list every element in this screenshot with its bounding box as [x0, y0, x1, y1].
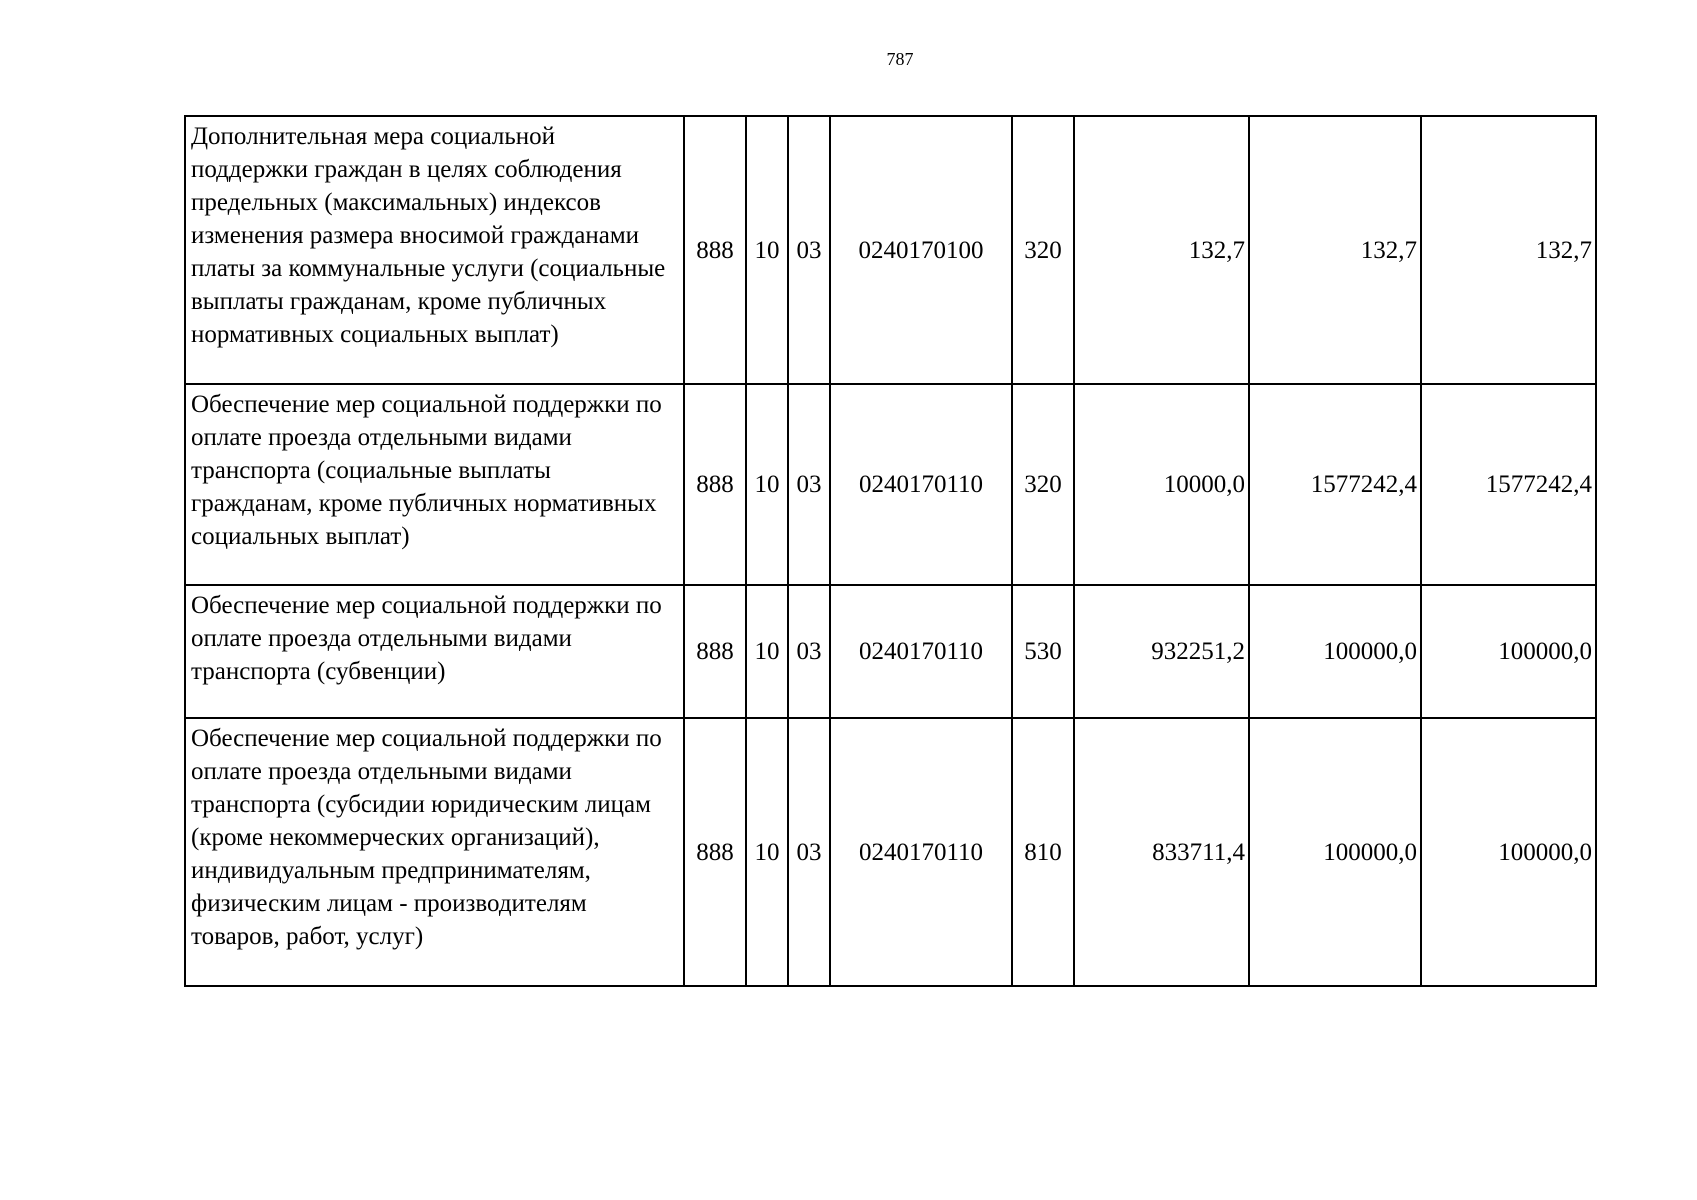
- table-row: [185, 116, 1596, 384]
- ministry-code-cell: 888: [684, 585, 746, 718]
- section-code-cell: 10: [746, 585, 788, 718]
- section-code-cell: 10: [746, 384, 788, 585]
- row-name-cell: Обеспечение мер социальной поддержки по оплате проезда отдельными видами транспорта (социальные выплаты гражданам, кроме публичных нормативных социальных выплат): [185, 384, 684, 585]
- page-number: 787: [886, 49, 914, 69]
- subsection-code-cell: 03: [788, 116, 830, 384]
- target-item-cell: 0240170100: [830, 116, 1012, 384]
- ministry-code-cell: 888: [684, 718, 746, 986]
- expense-type-cell: 810: [1012, 718, 1074, 986]
- amount-2-cell: 132,7: [1249, 116, 1421, 384]
- amount-1-cell: 833711,4: [1074, 718, 1249, 986]
- amount-2-cell: 100000,0: [1249, 585, 1421, 718]
- ministry-code-cell: 888: [684, 384, 746, 585]
- amount-1-cell: 132,7: [1074, 116, 1249, 384]
- amount-1-cell: 10000,0: [1074, 384, 1249, 585]
- subsection-code-cell: 03: [788, 384, 830, 585]
- amount-2-cell: 100000,0: [1249, 718, 1421, 986]
- row-name-cell: Обеспечение мер социальной поддержки по оплате проезда отдельными видами транспорта (субсидии юридическим лицам (кроме некоммерческих организаций), индивидуальным предпринимателям, физическим лицам - производителям товаров, работ, услуг): [185, 718, 684, 986]
- ministry-code-cell: 888: [684, 116, 746, 384]
- section-code-cell: 10: [746, 718, 788, 986]
- amount-2-cell: 1577242,4: [1249, 384, 1421, 585]
- table-row: [185, 718, 1596, 986]
- budget-table: [184, 115, 1597, 987]
- table-row: [185, 384, 1596, 585]
- expense-type-cell: 320: [1012, 384, 1074, 585]
- target-item-cell: 0240170110: [830, 585, 1012, 718]
- amount-3-cell: 100000,0: [1421, 718, 1596, 986]
- table-row: [185, 585, 1596, 718]
- amount-1-cell: 932251,2: [1074, 585, 1249, 718]
- amount-3-cell: 132,7: [1421, 116, 1596, 384]
- subsection-code-cell: 03: [788, 585, 830, 718]
- expense-type-cell: 320: [1012, 116, 1074, 384]
- target-item-cell: 0240170110: [830, 384, 1012, 585]
- row-name-cell: Обеспечение мер социальной поддержки по оплате проезда отдельными видами транспорта (субвенции): [185, 585, 684, 718]
- target-item-cell: 0240170110: [830, 718, 1012, 986]
- amount-3-cell: 1577242,4: [1421, 384, 1596, 585]
- expense-type-cell: 530: [1012, 585, 1074, 718]
- row-name-cell: Дополнительная мера социальной поддержки граждан в целях соблюдения предельных (максимальных) индексов изменения размера вносимой гражданами платы за коммунальные услуги (социальные выплаты гражданам, кроме публичных нормативных социальных выплат): [185, 116, 684, 384]
- amount-3-cell: 100000,0: [1421, 585, 1596, 718]
- section-code-cell: 10: [746, 116, 788, 384]
- subsection-code-cell: 03: [788, 718, 830, 986]
